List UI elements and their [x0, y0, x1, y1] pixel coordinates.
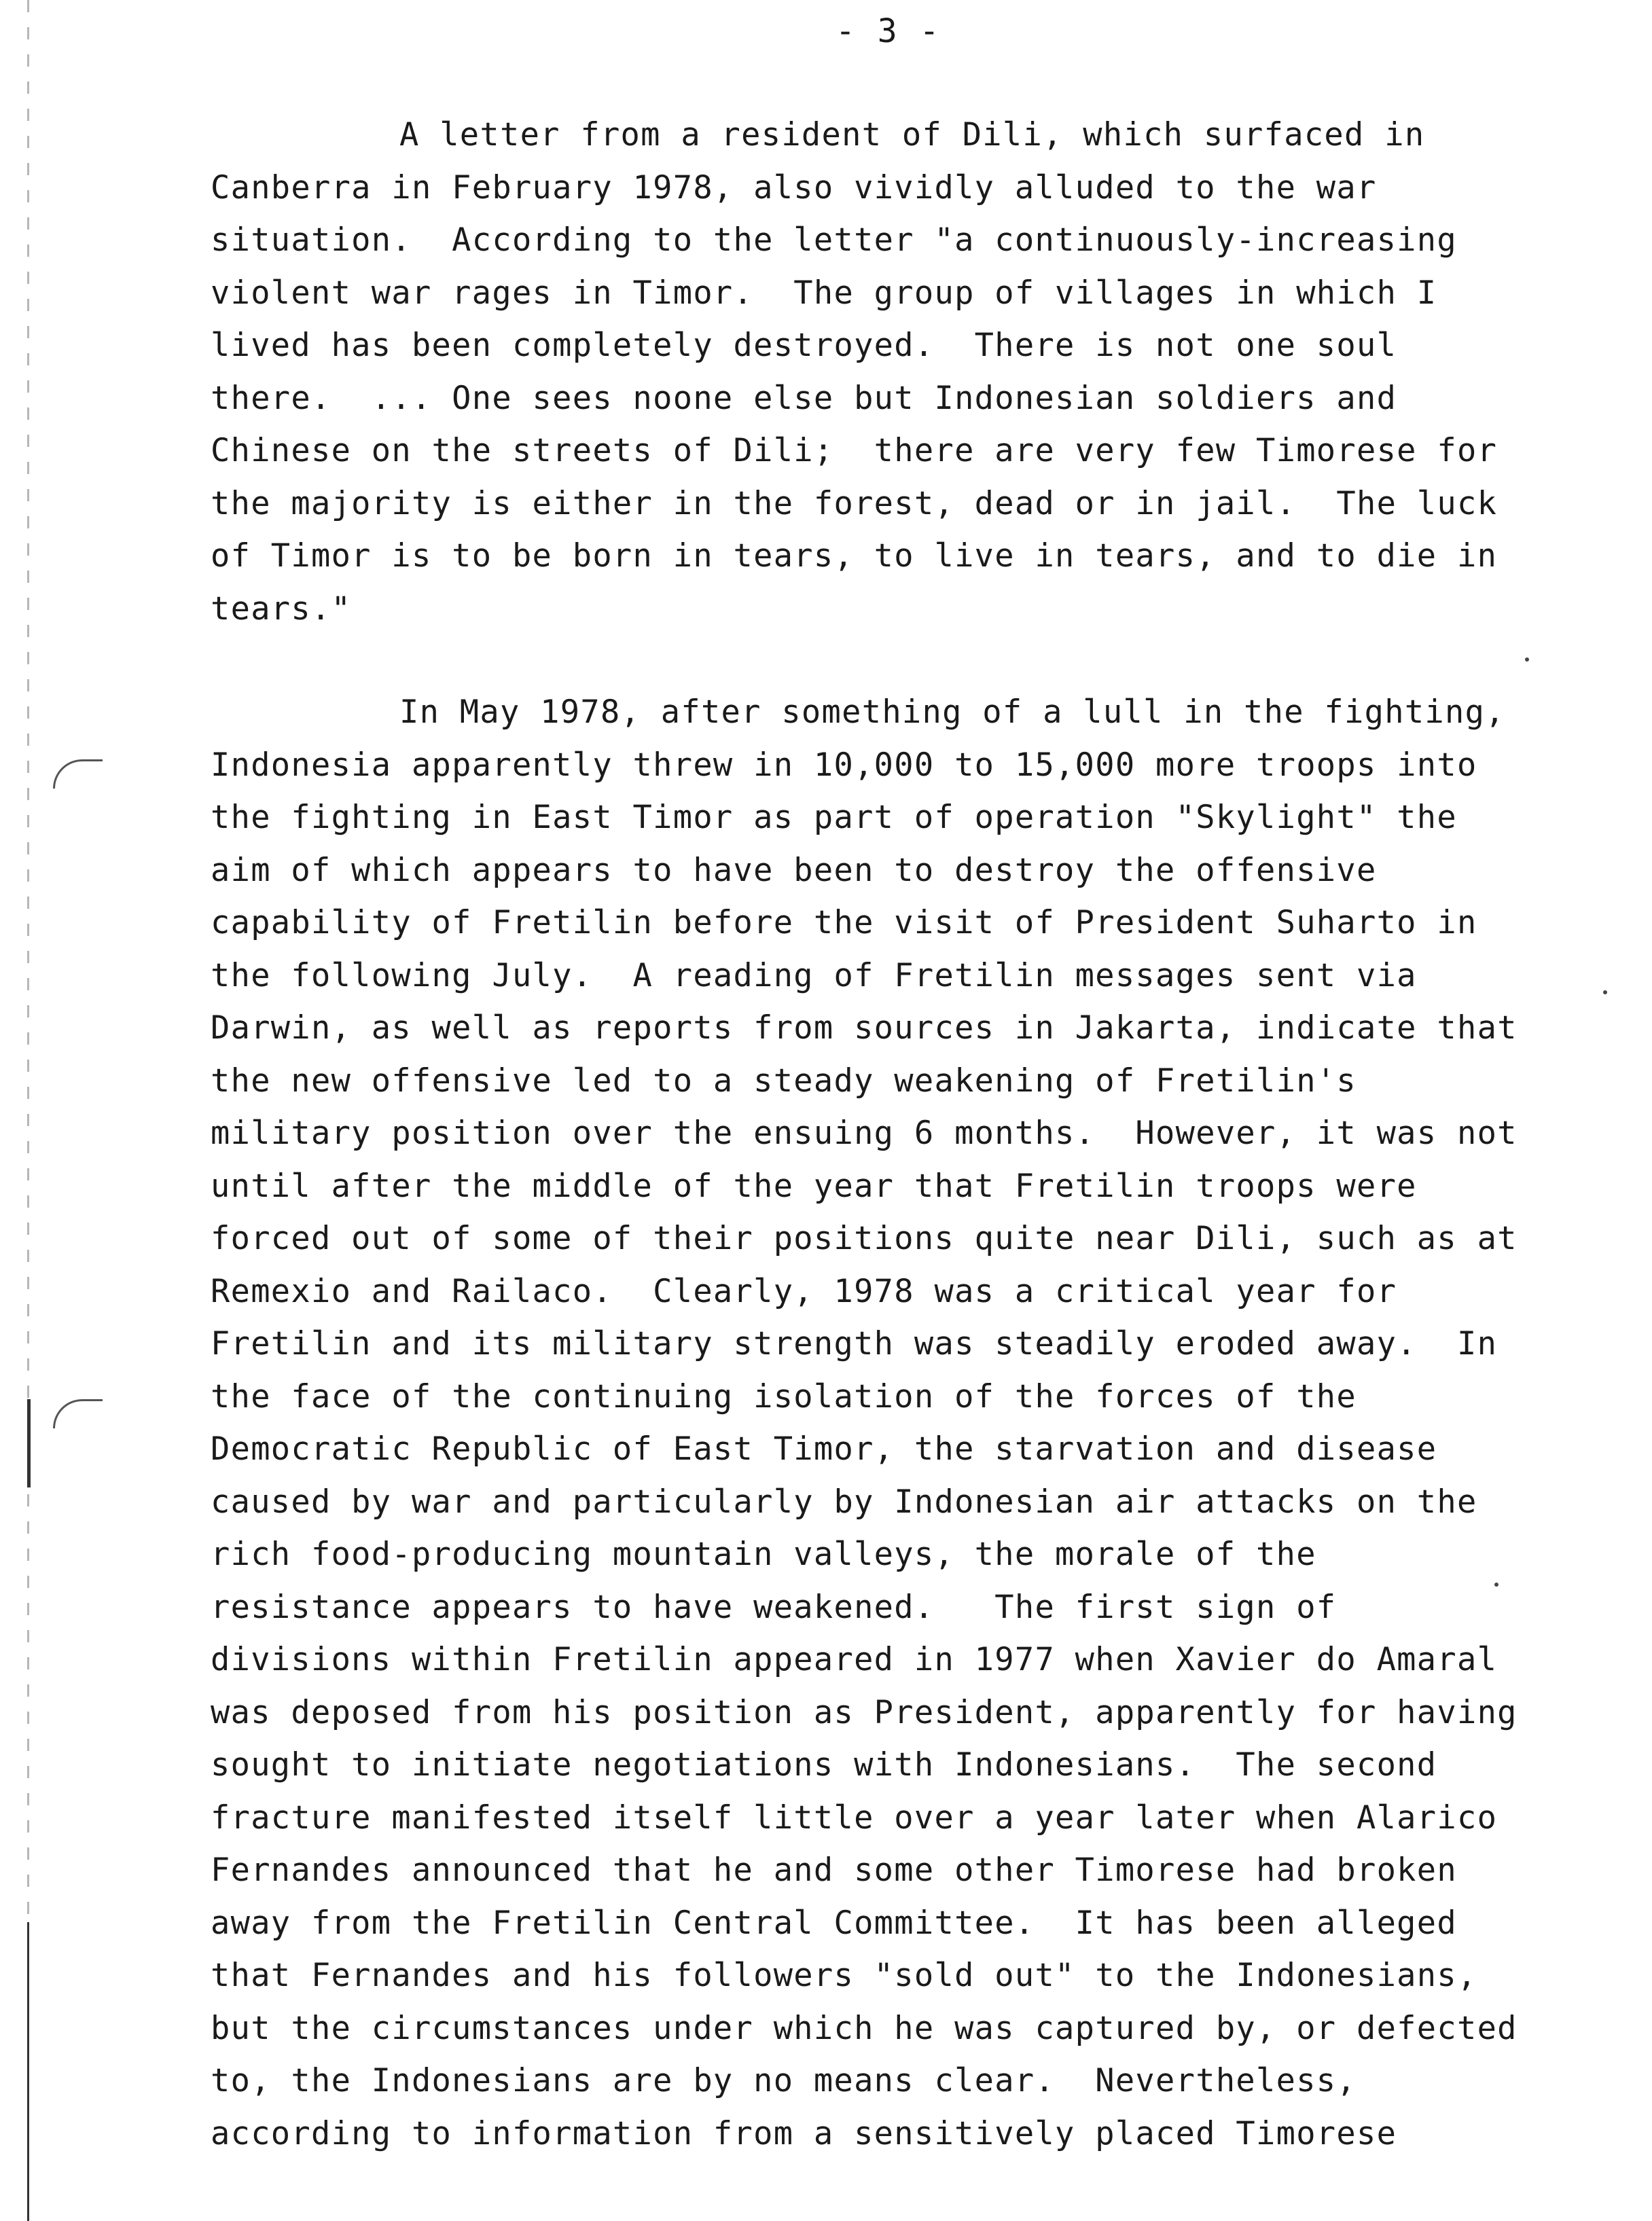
text-line: Fretilin and its military strength was steadily eroded away. In — [211, 1325, 1498, 1362]
text-line: caused by war and particularly by Indonesian air attacks on the — [211, 1483, 1477, 1521]
text-line: Darwin, as well as reports from sources in Jakarta, indicate that — [211, 1009, 1518, 1047]
text-line: according to information from a sensitively placed Timorese — [211, 2114, 1397, 2152]
text-line: the face of the continuing isolation of the forces of the — [211, 1377, 1357, 1415]
text-line: resistance appears to have weakened. The first sign of — [211, 1588, 1337, 1626]
text-line: the following July. A reading of Fretilin messages sent via — [211, 956, 1417, 994]
text-line: there. ... One sees noone else but Indonesian soldiers and — [211, 379, 1397, 417]
text-line: forced out of some of their positions quite near Dili, such as at — [211, 1220, 1518, 1257]
scan-speck — [1525, 657, 1529, 662]
text-line: Remexio and Railaco. Clearly, 1978 was a critical year for — [211, 1272, 1397, 1310]
text-line: Fernandes announced that he and some other Timorese had broken — [211, 1852, 1457, 1889]
text-line: capability of Fretilin before the visit of President Suharto in — [211, 904, 1477, 941]
text-line: Indonesia apparently threw in 10,000 to 15,000 more troops into — [211, 746, 1477, 784]
text-line: the fighting in East Timor as part of operation "Skylight" the — [211, 799, 1457, 836]
text-line: violent war rages in Timor. The group of villages in which I — [211, 274, 1437, 312]
text-line: military position over the ensuing 6 months. However, it was not — [211, 1115, 1518, 1152]
text-line: sought to initiate negotiations with Indonesians. The second — [211, 1746, 1437, 1784]
text-line: aim of which appears to have been to destroy the offensive — [211, 851, 1377, 889]
paragraph — [211, 686, 1610, 2160]
text-line: but the circumstances under which he was captured by, or defected — [211, 2009, 1518, 2047]
page-number: - 3 - — [836, 12, 941, 50]
scan-margin-mark — [27, 0, 29, 2221]
scan-margin-bar — [27, 1399, 31, 1487]
scan-punch-arc — [53, 759, 103, 789]
text-line: In May 1978, after something of a lull in the fighting, — [399, 693, 1505, 731]
scan-punch-arc — [53, 1399, 103, 1428]
text-line: divisions within Fretilin appeared in 1977 when Xavier do Amaral — [211, 1641, 1498, 1678]
text-line: away from the Fretilin Central Committee. It has been alleged — [211, 1904, 1457, 1942]
text-line: the majority is either in the forest, dead or in jail. The luck — [211, 484, 1498, 522]
text-line: that Fernandes and his followers "sold out" to the Indonesians, — [211, 1957, 1477, 1994]
scan-margin-bar — [27, 1922, 29, 2221]
text-line: of Timor is to be born in tears, to live in tears, and to die in — [211, 537, 1498, 575]
text-line: lived has been completely destroyed. There is not one soul — [211, 327, 1397, 364]
text-line: was deposed from his position as President, apparently for having — [211, 1693, 1518, 1731]
paragraph — [211, 109, 1610, 635]
text-line: until after the middle of the year that Fretilin troops were — [211, 1167, 1417, 1205]
text-line: rich food-producing mountain valleys, the morale of the — [211, 1536, 1316, 1573]
text-line: Democratic Republic of East Timor, the starvation and disease — [211, 1430, 1437, 1468]
text-line: tears." — [211, 590, 352, 628]
text-line: Canberra in February 1978, also vividly alluded to the war — [211, 168, 1377, 206]
text-line: Chinese on the streets of Dili; there are very few Timorese for — [211, 432, 1498, 469]
text-line: A letter from a resident of Dili, which surfaced in — [399, 116, 1425, 154]
text-line: to, the Indonesians are by no means clear. Nevertheless, — [211, 2062, 1357, 2099]
text-line: situation. According to the letter "a continuously-increasing — [211, 221, 1457, 259]
text-line: the new offensive led to a steady weakening of Fretilin's — [211, 1062, 1357, 1100]
text-line: fracture manifested itself little over a year later when Alarico — [211, 1799, 1498, 1837]
